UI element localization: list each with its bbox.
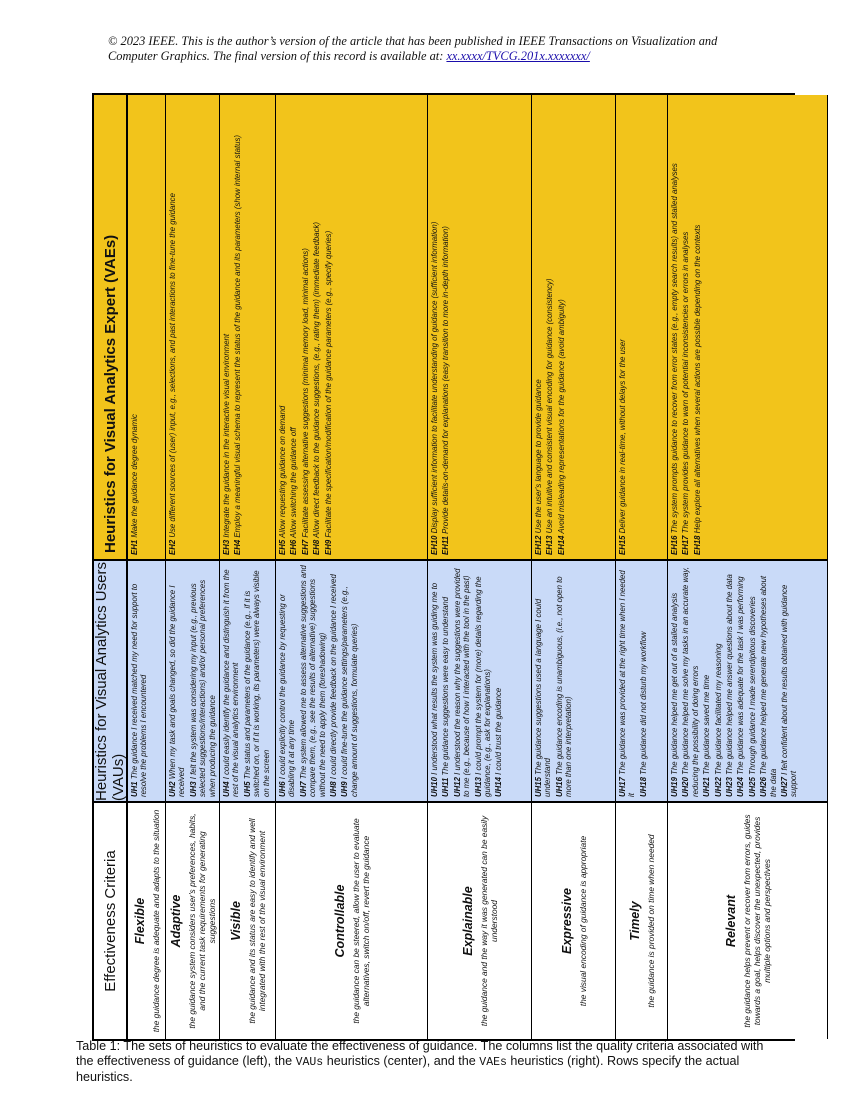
heuristic-id: UH7 [298,781,308,797]
heuristic-text: The status and parameters of the guidance (e.g., if it is switched on, or if it is working, its parameters) were always visible on the screen [242,570,271,797]
heuristic-id: EH5 [278,539,287,555]
heuristic-item [618,565,637,797]
vau-cell-visible [220,559,276,801]
heuristic-id: UH23 [725,777,735,797]
heuristic-text: The guidance I received matched my need for support to resolve the problems I encountered [130,583,149,797]
heuristic-id: EH14 [556,535,566,555]
criterion-description: the guidance and the way it was generated can be easily understood [478,815,499,1027]
vae-cell-adaptive [166,95,220,559]
heuristic-item [340,565,359,797]
heuristic-id: EH18 [692,535,702,555]
heuristic-item [534,99,543,555]
heuristic-item [299,565,327,797]
heuristic-id: UH22 [713,777,723,797]
heuristic-id: EH12 [534,535,543,555]
heuristic-id: UH17 [618,777,627,797]
criterion-visible [220,801,276,1039]
heuristic-id: UH12 [452,777,462,797]
criterion-description: the guidance degree is adequate and adapts to the situation [150,809,161,1033]
heuristic-item [168,565,187,797]
heuristic-text: Allow direct feedback to the guidance suggestions, (e.g., rating them) (immediate feedback) [312,221,322,538]
heuristic-id: UH10 [430,777,439,797]
heuristic-item [222,99,231,555]
heuristic-item [324,99,333,555]
heuristic-id: EH4 [233,539,243,555]
table-caption [76,1039,776,1085]
caption-part-3: heuristics (right). Rows specify the actual heuristics. [76,1054,740,1084]
heuristic-text: The guidance suggestions used a language I could understand [534,598,553,797]
heuristic-id: EH17 [681,535,691,555]
heuristic-id: EH7 [300,539,310,555]
heuristic-id: EH1 [130,539,139,555]
heuristic-text: Employ a meaningful visual schema to represent the status of the guidance and its parameters (show internal status) [233,135,243,538]
heuristic-id: UH26 [759,777,769,797]
heuristic-item [702,565,711,797]
heuristic-item [301,99,310,555]
heuristic-text: Use an intuitive and consistent visual encoding for guidance (consistency) [545,278,555,534]
heuristic-id: EH13 [545,535,555,555]
heuristic-item [441,99,450,555]
heuristic-item [639,565,648,797]
heuristic-id: UH27 [780,777,790,797]
heuristic-text: When my task and goals changed, so did the guidance I received [168,585,187,797]
heuristic-text: Integrate the guidance in the interactive visual environment [222,333,231,538]
caption-part-1: Table 1: The sets of heuristics to evaluate the effectiveness of guidance. The columns list the quality criteria associated with the effectiveness of guidance (left), the [76,1039,764,1068]
heuristic-item [222,565,241,797]
heuristic-id: UH8 [329,781,339,797]
heuristic-text: The guidance saved me time [702,674,712,775]
heuristic-text: Use the user's language to provide guidance [534,379,543,534]
heuristic-id: UH25 [747,777,757,797]
heuristic-text: Deliver guidance in real-time, without delays for the user [618,339,627,534]
heuristic-id: UH13 [473,777,483,797]
criterion-description: the guidance can be steered, allow the user to evaluate alternatives, switch on/off, revert the guidance [350,818,371,1024]
heuristic-item [714,565,723,797]
column-header-vaes: Heuristics for Visual Analytics Expert (VAEs) [94,95,128,559]
criterion-description: the guidance system considers user's preferences, habits, and the current task requirements for generating suggestions [186,813,217,1029]
criterion-description: the visual encoding of guidance is appropriate [577,835,588,1007]
heuristic-id: EH3 [222,539,231,555]
copyright-notice [108,34,758,63]
heuristic-text: The guidance helped me get out of a stalled analysis [670,592,679,775]
heuristic-text: I could easily identify the guidance and distinguish it from the rest of the visual analytics environment [222,569,241,797]
vae-cell-visible [220,95,276,559]
criterion-explainable [428,801,532,1039]
heuristic-id: EH15 [618,535,627,555]
heuristic-text: Display sufficient information to facilitate understanding of guidance (sufficient information) [430,221,439,534]
heuristic-item [189,565,217,797]
heuristic-id: UH1 [130,781,139,797]
criterion-controllable [276,801,428,1039]
heuristic-item [681,565,700,797]
criterion-relevant [668,801,828,1039]
heuristic-item [555,565,574,797]
heuristic-text: I could explicitly control the guidance by requesting or disabling it at any time [278,594,297,797]
heuristic-id: EH8 [312,539,322,555]
heuristic-text: The system provides guidance to warn of potential inconsistencies or errors in analyses [681,231,691,534]
vau-cell-explainable [428,559,532,801]
heuristic-text: I understood the reason why the suggestions were provided to me (e.g., because of how I interacted with the tool in the past) [452,568,472,797]
heuristic-text: The guidance did not disturb my workflow [638,631,648,775]
copyright-text: © 2023 IEEE. This is the author’s version of the article that has been published in IEEE Transactions on Visualization and Computer Graphics. The final version of this record is available at: [108,34,718,63]
criterion-name: Timely [627,901,642,941]
heuristic-id: UH6 [278,781,287,797]
criterion-name: Controllable [332,884,347,958]
heuristic-id: UH5 [242,781,252,797]
heuristic-text: I felt confident about the results obtained with guidance support [780,584,799,797]
doi-link[interactable]: xx.xxxx/TVCG.201x.xxxxxxx/ [446,48,590,63]
criterion-name: Expressive [559,887,574,955]
heuristic-item [759,565,778,797]
heuristic-text: Through guidance I made serendipitous discoveries [747,596,757,775]
heuristic-id: UH16 [554,777,564,797]
criterion-name: Adaptive [168,894,183,948]
heuristic-item [168,99,177,555]
heuristic-text: The guidance facilitated my reasoning [713,643,723,775]
criterion-description: the guidance is provided on time when needed [645,834,656,1008]
caption-vaes-term: VAEs [479,1056,507,1069]
heuristic-text: Allow switching the guidance off [289,427,299,538]
criterion-name: Visible [228,901,243,941]
heuristic-text: The guidance encoding is unambiguous, (i.e., not open to more than one interpretation) [554,576,574,797]
vau-cell-expressive [532,559,616,801]
heuristic-item [736,565,745,797]
criterion-flexible [128,801,166,1039]
heuristic-text: I could directly provide feedback on the guidance I received [329,574,339,780]
heuristic-item [243,565,271,797]
heuristic-item [474,565,493,797]
vae-cell-relevant [668,95,828,559]
criterion-adaptive [166,801,220,1039]
heuristic-item [670,565,679,797]
criterion-description: the guidance and its status are easy to identify and well integrated with the rest of the visual environment [246,818,267,1024]
heuristic-item [430,565,439,797]
heuristic-item [329,565,338,797]
vau-cell-timely [616,559,668,801]
heuristic-text: Avoid misleading representations for the guidance (avoid ambiguity) [556,299,566,534]
heuristic-text: The system prompts guidance to recover from error states (e.g., empty search results) and stalled analyses [670,163,679,534]
heuristic-item [233,99,242,555]
heuristic-text: Facilitate the specification/modification of the guidance parameters (e.g., specify queries) [323,230,333,538]
heuristic-id: EH2 [168,539,177,555]
criterion-name: Flexible [132,897,147,945]
caption-vaus-term: VAUs [295,1056,324,1069]
heuristic-text: The guidance helped me solve my tasks in an accurate way, reducing the possibility of doing errors [681,567,700,797]
heuristic-text: Facilitate assessing alternative suggestions (minimal memory load, minimal actions) [300,248,310,538]
heuristic-item [534,565,553,797]
heuristic-id: UH19 [670,777,679,797]
vau-cell-controllable [276,559,428,801]
heuristic-item [278,565,297,797]
heuristic-text: The guidance was adequate for the task I was performing [736,576,746,775]
vae-cell-timely [616,95,668,559]
heuristic-text: Make the guidance degree dynamic [130,414,139,538]
caption-part-2: heuristics (center), and the [323,1054,480,1068]
heuristic-item [441,565,450,797]
heuristics-table-area [92,93,799,1041]
heuristic-item [725,565,734,797]
heuristic-id: UH21 [702,777,712,797]
heuristic-item [557,99,566,555]
heuristic-id: UH15 [534,777,543,797]
column-header-vaus: Heuristics for Visual Analytics Users (VAUs) [94,559,128,801]
heuristic-id: UH4 [222,781,231,797]
heuristic-id: UH11 [441,777,451,797]
heuristic-id: UH18 [638,777,648,797]
heuristic-text: I could prompt the system for (more) details regarding the guidance, (e.g., ask for explanations) [473,576,493,797]
heuristic-item [748,565,757,797]
vae-cell-flexible [128,95,166,559]
heuristic-item [545,99,554,555]
heuristic-item [130,99,139,555]
criterion-timely [616,801,668,1039]
heuristic-item [670,99,679,555]
heuristic-id: UH3 [188,781,198,797]
heuristic-text: Use different sources of (user) input, e.g., selections, and past interactions to fine-tune the guidance [168,193,177,538]
vae-cell-controllable [276,95,428,559]
heuristic-text: I felt the system was considering my input (e.g., previous selected suggestions/interactions) and/or personal preferences when producing the guidance [188,579,217,797]
heuristic-item [494,565,503,797]
heuristic-text: Help explore all alternatives when several actions are possible depending on the contexts [692,224,702,534]
vau-cell-adaptive [166,559,220,801]
criterion-name: Relevant [723,894,738,948]
heuristic-text: Provide details-on-demand for explanations (easy transition to more in-depth information) [441,226,451,534]
heuristic-text: The system allowed me to assess alternative suggestions and compare them, (e.g., see the results of alternative) suggestions without the need to apply them (foreshadowing) [298,565,327,797]
column-header-criteria: Effectiveness Criteria [94,801,128,1039]
heuristic-id: UH20 [681,777,691,797]
heuristic-text: The guidance suggestions were easy to understand [441,596,451,776]
heuristic-item [312,99,321,555]
heuristic-text: I understood what results the system was guiding me to [430,582,439,775]
heuristic-id: EH10 [430,535,439,555]
heuristic-id: UH9 [340,781,350,797]
heuristic-text: I could trust the guidance [494,687,504,775]
heuristic-id: EH6 [289,539,299,555]
heuristic-item [618,99,627,555]
heuristic-text: Allow requesting guidance on demand [278,405,287,538]
heuristic-item [693,99,702,555]
heuristic-id: EH16 [670,535,679,555]
heuristic-text: The guidance helped me generate new hypotheses about the data [759,575,778,797]
heuristic-item [453,565,472,797]
heuristic-item [681,99,690,555]
vau-cell-relevant [668,559,828,801]
heuristic-text: The guidance was provided at the right time when I needed it [618,570,637,797]
heuristic-item [130,565,149,797]
heuristic-text: The guidance helped me answer questions about the data [725,574,735,775]
heuristic-id: UH24 [736,777,746,797]
criterion-expressive [532,801,616,1039]
heuristic-item [278,99,287,555]
heuristic-item [289,99,298,555]
heuristic-id: EH9 [323,539,333,555]
heuristic-id: EH11 [441,536,451,555]
heuristic-item [780,565,799,797]
vae-cell-expressive [532,95,616,559]
heuristic-item [430,99,439,555]
heuristic-id: UH14 [494,777,504,797]
criterion-name: Explainable [460,886,475,956]
heuristic-id: UH2 [168,781,177,797]
heuristics-table [92,93,799,1041]
vae-cell-explainable [428,95,532,559]
vau-cell-flexible [128,559,166,801]
heuristic-text: I could fine-tune the guidance settings/parameters (e.g., change amount of suggestions, formulate queries) [340,586,359,797]
criterion-description: the guidance helps prevent or recover from errors, guides towards a goal, helps discover the unexpected, provides multiple options and perspectives [741,814,772,1028]
